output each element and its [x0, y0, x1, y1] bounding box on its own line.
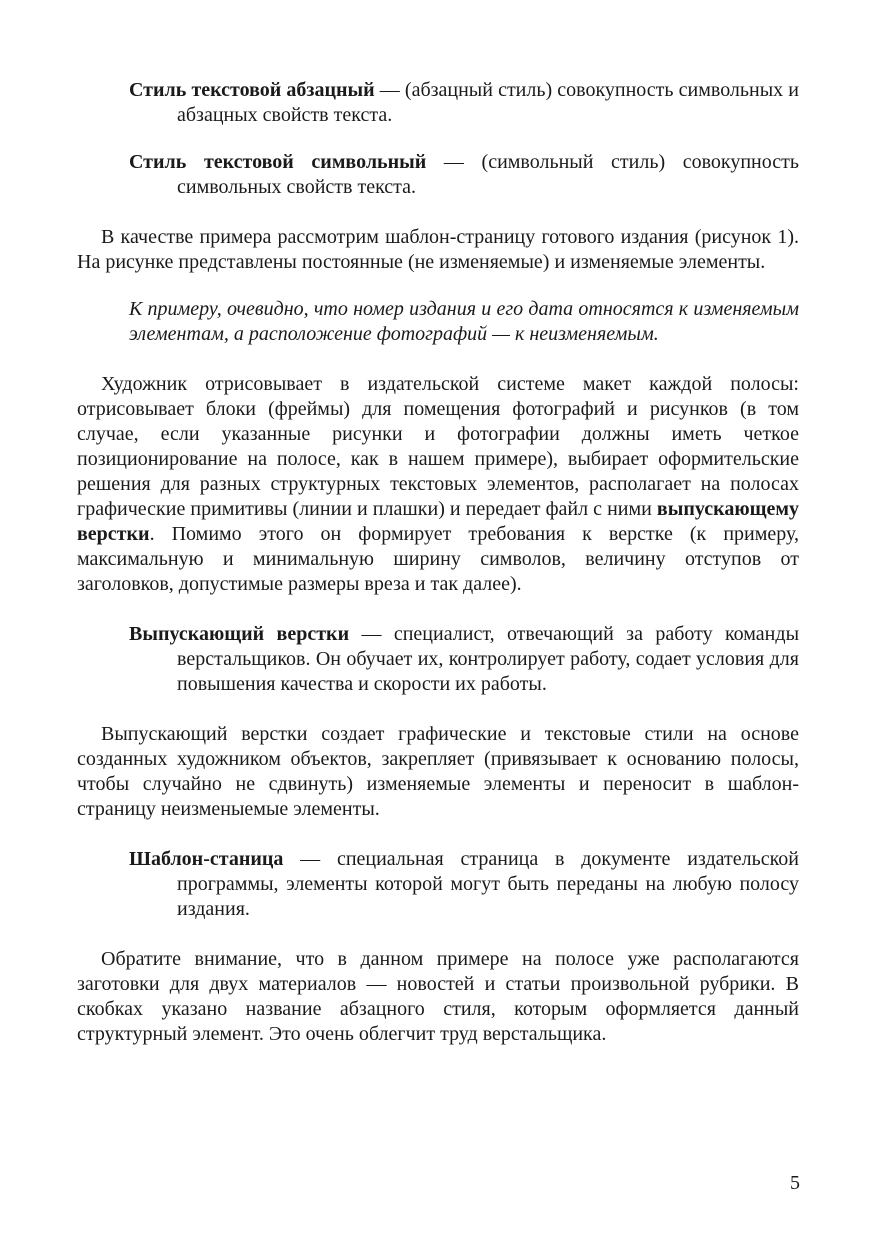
definition-template-page — [77, 847, 799, 922]
definition-character-style — [77, 150, 799, 200]
definition-term: Выпускающий верстки — [129, 623, 350, 645]
attention-paragraph: Обратите внимание, что в данном примере на полосе уже располагаются заготовки для двух материалов — новостей и статьи произвольной рубрики. В скобках указано название абзацного стиля, которым оформляется данный структурный элемент. Это очень облегчит труд верстальщика. — [77, 948, 799, 1045]
definition-layout-lead — [77, 622, 799, 697]
definition-text: — специалист, отвечающий за работу команды верстальщиков. Он обучает их, контролирует работу, содает условия для повышения качества и скорости их работы. — [177, 623, 800, 695]
example-intro-paragraph: В качестве примера рассмотрим шаблон-страницу готового издания (рисунок 1). На рисунке представлены постоянные (не изменяемые) и изменяемые элементы. — [77, 226, 799, 273]
definition-text: — (символьный стиль) совокупность символьных свойств текста. — [177, 151, 799, 198]
definition-text: — (абзацный стиль) совокупность символьных и абзацных свойств текста. — [177, 79, 799, 126]
definition-term: Шаблон-станица — [129, 848, 284, 870]
artist-text-before: Художник отрисовывает в издательской системе макет каждой полосы: отрисовывает блоки (фреймы) для помещения фотографий и рисунков (в том случае, если указанные рисунки и фотографии должны иметь четкое позиционирование на полосе, как в нашем примере), выбирает оформительские решения для разных структурных текстовых элементов, располагает на полосах графические примитивы (линии и плашки) и передает файл с ними — [77, 373, 799, 520]
definition-text: — специальная страница в документе издательской программы, элементы которой могут быть переданы на любую полосу издания. — [177, 848, 799, 920]
example-note: К примеру, очевидно, что номер издания и его дата относятся к изменяемым элементам, а расположение фотографий — к неизменяемым. — [129, 298, 799, 345]
artist-text-after: . Помимо этого он формирует требования к верстке (к примеру, максимальную и минимальную ширину символов, величину отступов от заголовков, допустимые размеры вреза и так далее). — [77, 523, 799, 595]
layout-lead-work-paragraph: Выпускающий верстки создает графические и текстовые стили на основе созданных художником объектов, закрепляет (привязывает к основанию полосы, чтобы случайно не сдвинуть) изменяемые элементы и переносит в шаблон-страницу неизменыемые элементы. — [77, 723, 799, 820]
definition-paragraph-style — [77, 78, 799, 128]
artist-paragraph — [77, 372, 799, 597]
page-number: 5 — [790, 1172, 800, 1194]
definition-term: Стиль текстовой абзацный — [129, 79, 375, 101]
definition-term: Стиль текстовой символьный — [129, 151, 427, 173]
text-column — [77, 78, 799, 1047]
artist-bold-term: выпускающему верстки — [77, 498, 799, 545]
